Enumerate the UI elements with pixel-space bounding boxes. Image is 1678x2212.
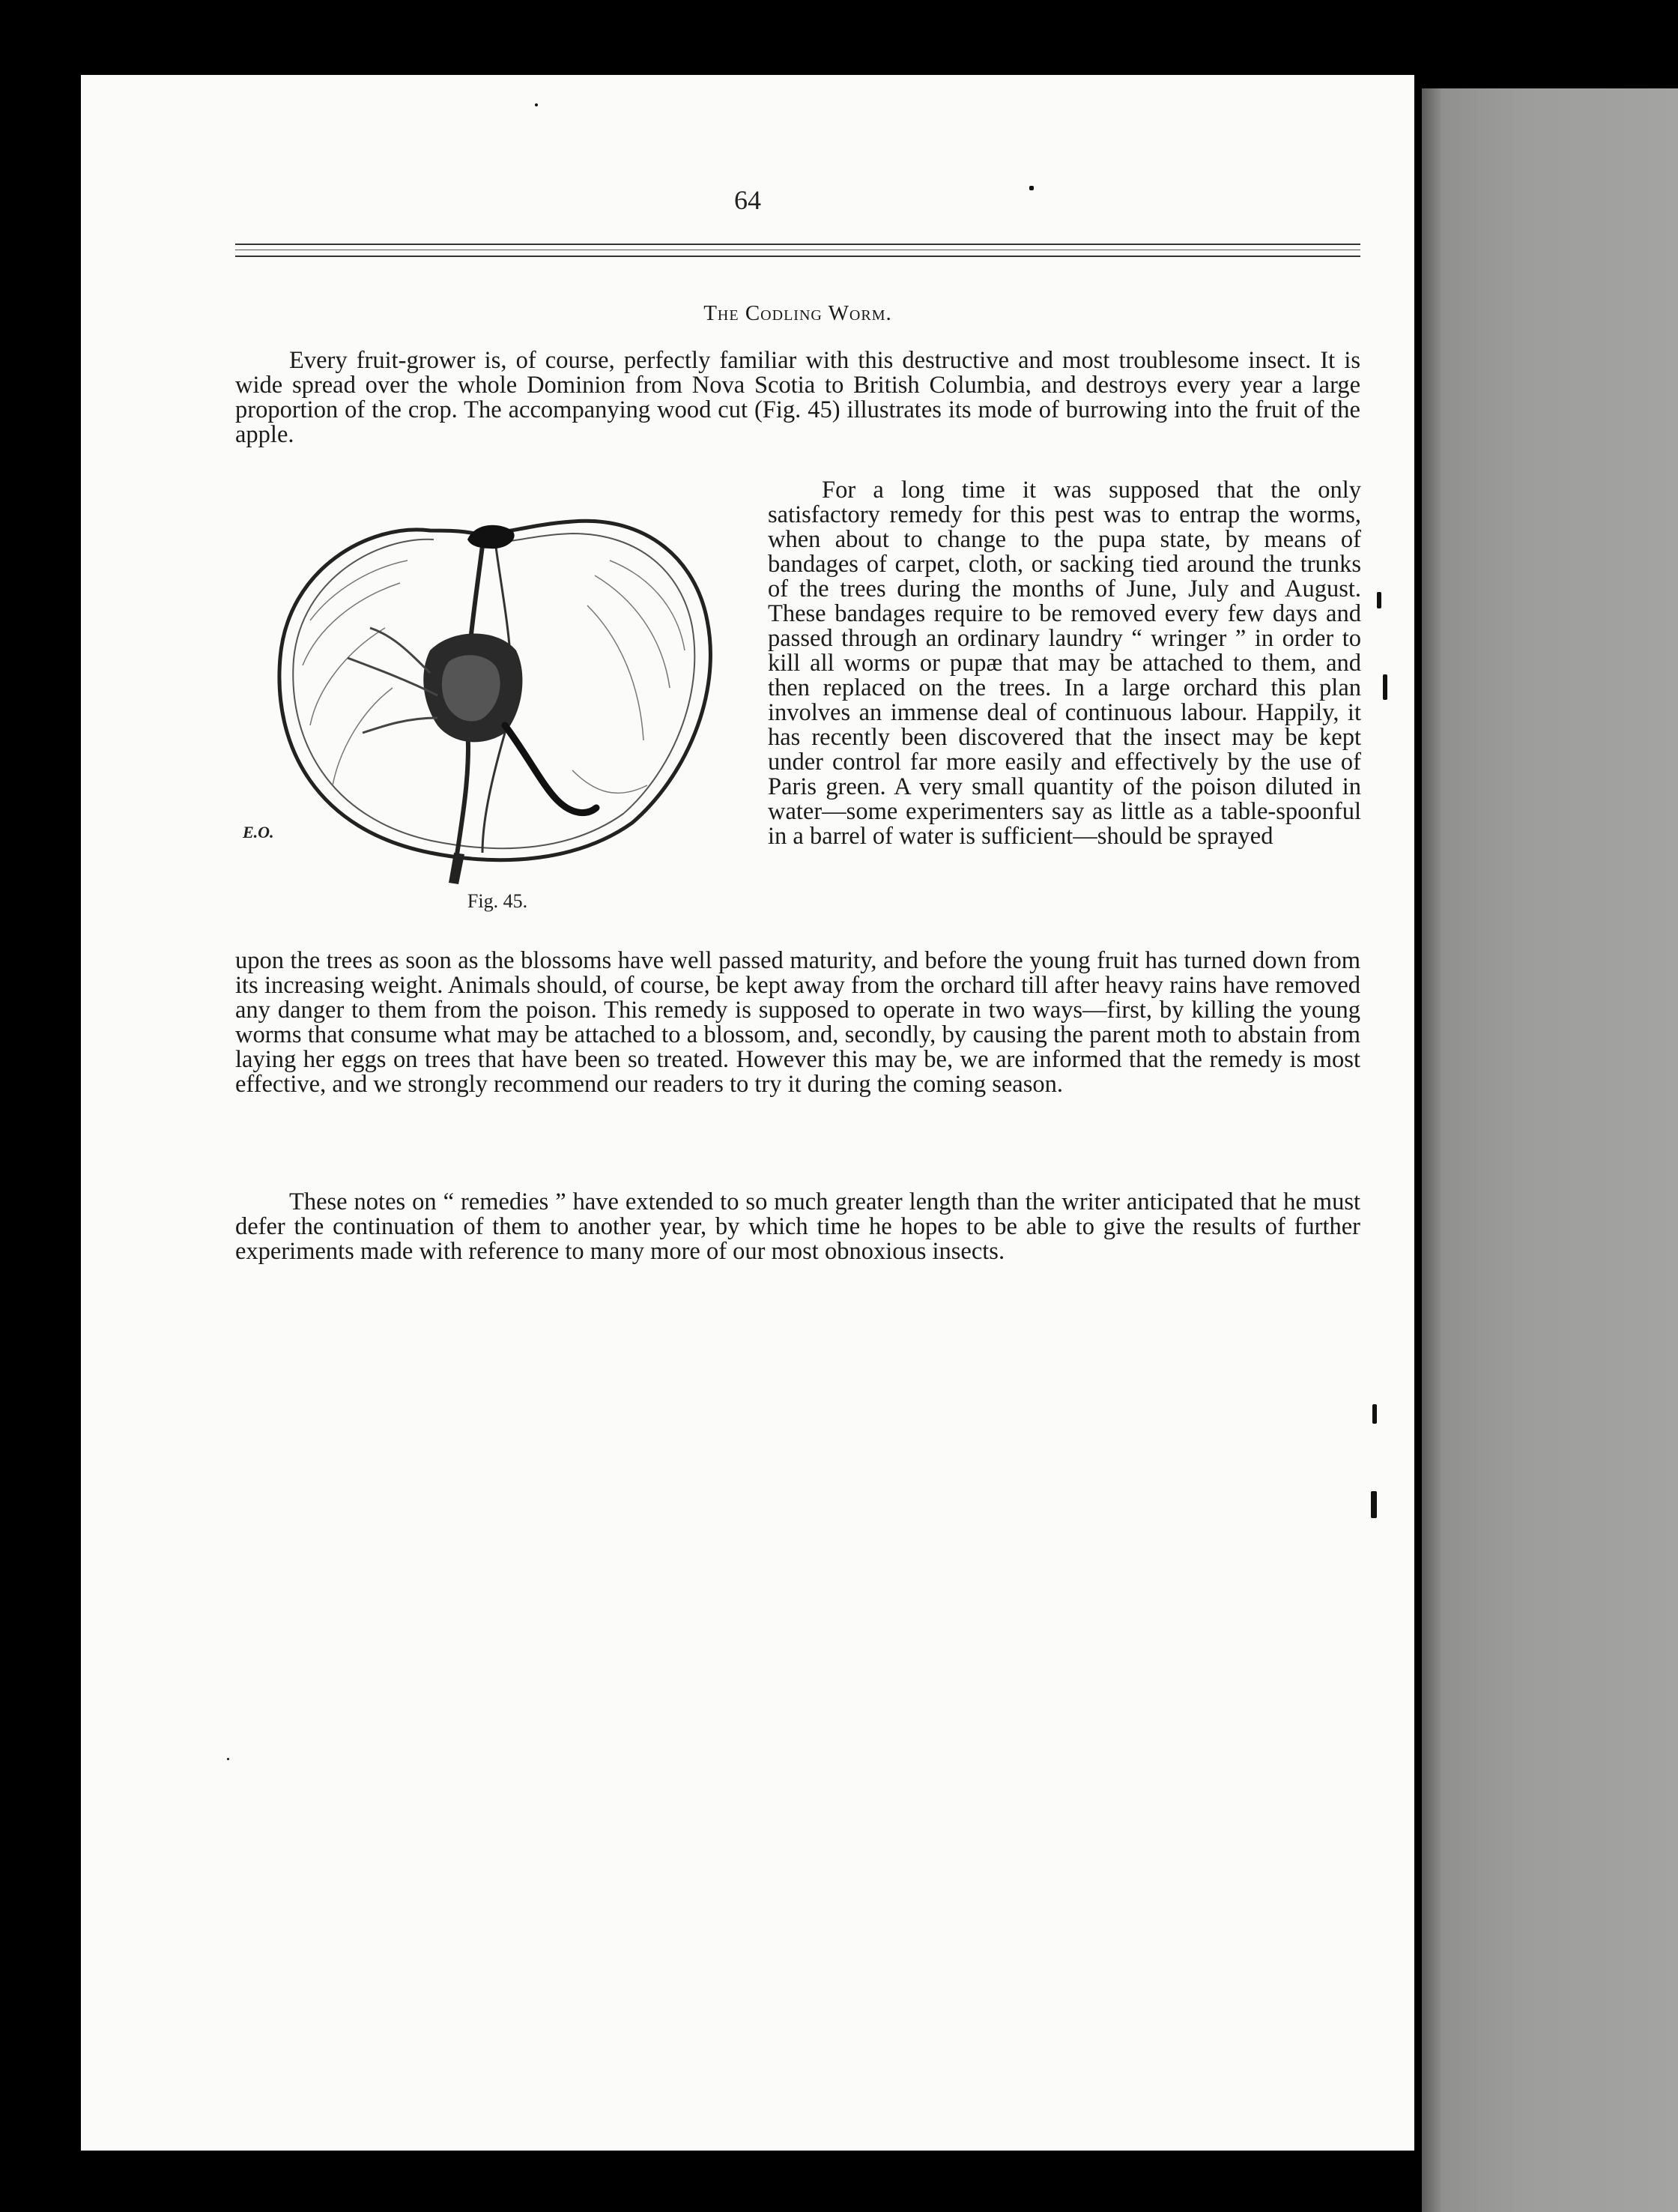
- header-rule: [235, 244, 1360, 245]
- worm-burrow: [370, 628, 430, 673]
- apple-illustration: [243, 501, 737, 890]
- paper-speck: [535, 103, 538, 106]
- apple-calyx: [467, 525, 515, 549]
- paragraph-3-text: These notes on “ remedies ” have extended to so much greater length than the writer anticipated that he must defer the continuation of them to another year, by which time he hopes to be able to give the results of further experiments made with reference to many more of our most obnoxious insects.: [235, 1188, 1360, 1265]
- paper-speck: [1029, 186, 1034, 190]
- binding-hole: [1377, 592, 1381, 608]
- paragraph-2-text: For a long time it was supposed that the only satisfactory remedy for this pest was to entrap the worms, when about to change to the pupa state, by means of bandages of carpet, cloth, or sacking tied around the trunks of the trees during the months of June, July and August. These bandages require to be removed every few days and passed through an ordinary laundry “ wringer ” in order to kill all worms or pupæ that may be attached to them, and then replaced on the trees. In a large orchard this plan involves an immense deal of continuous labour. Happily, it has recently been discovered that the insect may be kept under control far more easily and effectively by the use of Paris green. A very small quantity of the poison diluted in water—some experimenters say as little as a table-spoonful in a barrel of water is sufficient—should be sprayed: [768, 477, 1361, 850]
- figure-caption: Fig. 45.: [467, 890, 528, 912]
- figure-45: [243, 501, 737, 965]
- article-heading: The Codling Worm.: [703, 301, 892, 325]
- page-spine-shadow: [1422, 88, 1441, 2212]
- binding-hole: [1372, 1404, 1377, 1424]
- header-rule: [235, 256, 1360, 257]
- paragraph-1: [235, 348, 1360, 447]
- paragraph-1-text: Every fruit-grower is, of course, perfectly familiar with this destructive and most troublesome insect. It is wide spread over the whole Dominion from Nova Scotia to British Columbia, and destroys every year a large proportion of the crop. The accompanying wood cut (Fig. 45) illustrates its mode of burrowing into the fruit of the apple.: [235, 347, 1360, 448]
- binding-hole: [1383, 674, 1387, 700]
- binding-hole: [1371, 1491, 1377, 1518]
- worm-burrow: [363, 718, 437, 733]
- paragraph-2-wrapped: [768, 478, 1361, 849]
- document-page: [81, 75, 1414, 2151]
- paragraph-2-continued-text: upon the trees as soon as the blossoms have well passed maturity, and before the young fruit has turned down from its increasing weight. Animals should, of course, be kept away from the orchard till after heavy rains have removed any danger to them from the poison. This remedy is supposed to operate in two ways—first, by killing the young worms that consume what may be attached to a blossom, and, secondly, by causing the parent moth to abstain from laying her eggs on trees that have been so treated. However this may be, we are informed that the remedy is most effective, and we strongly recommend our readers to try it during the coming season.: [235, 947, 1360, 1098]
- paragraph-3: [235, 1190, 1360, 1264]
- page-number: 64: [734, 185, 761, 215]
- paper-speck: [227, 1758, 229, 1760]
- adjacent-page-edge: [1422, 88, 1678, 2212]
- worm-burrow: [505, 725, 596, 813]
- engraver-mark: E.O.: [243, 823, 274, 841]
- paragraph-2-continued: [235, 949, 1360, 1097]
